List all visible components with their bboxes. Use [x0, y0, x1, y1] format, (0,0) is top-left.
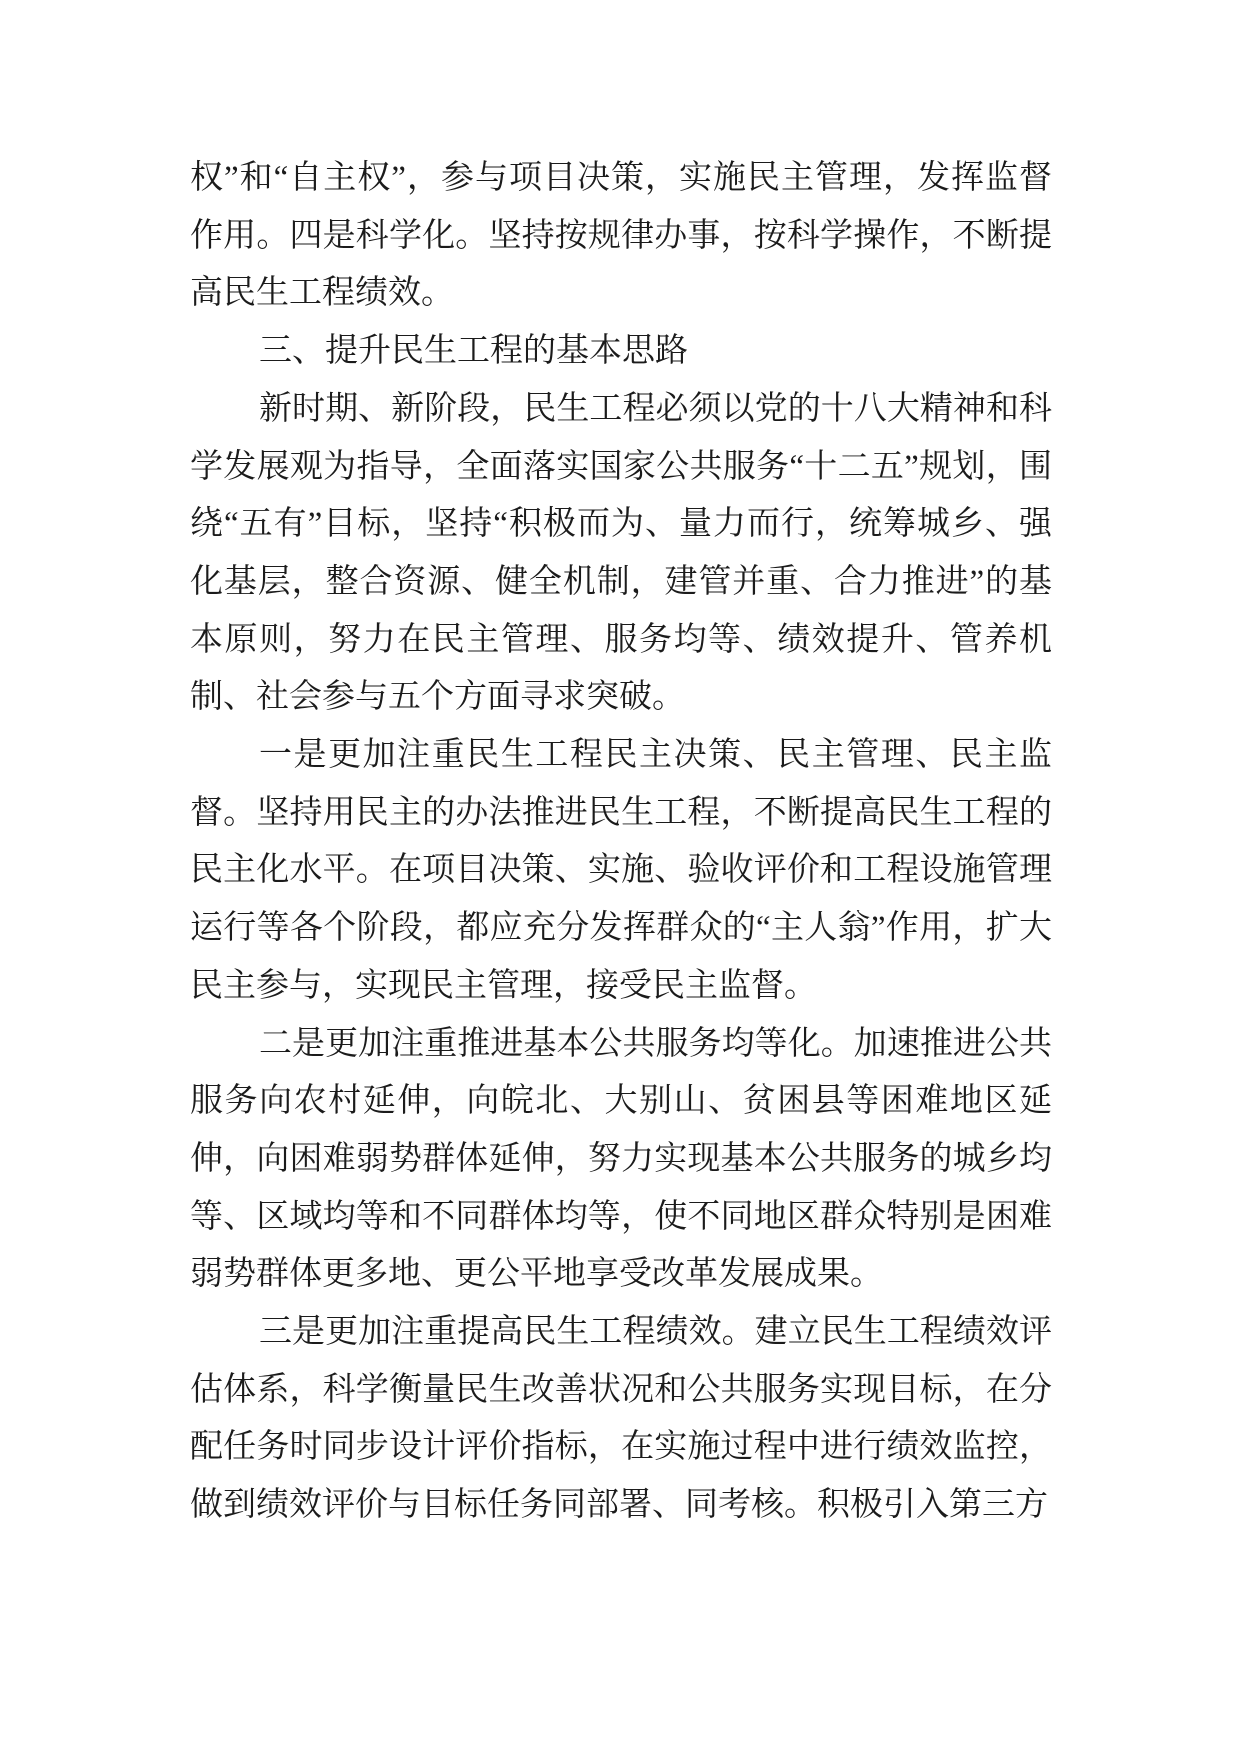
page-body	[190, 150, 1052, 1535]
paragraph-6: 三是更加注重提高民生工程绩效。建立民生工程绩效评估体系，科学衡量民生改善状况和公共服务实现目标，在分配任务时同步设计评价指标，在实施过程中进行绩效监控，做到绩效评价与目标任务同部署、同考核。积极引入第三方	[190, 1314, 1052, 1524]
paragraph-2: 三、提升民生工程的基本思路	[259, 333, 688, 370]
paragraph-5: 二是更加注重推进基本公共服务均等化。加速推进公共服务向农村延伸，向皖北、大别山、贫困县等困难地区延伸，向困难弱势群体延伸，努力实现基本公共服务的城乡均等、区域均等和不同群体均等，使不同地区群众特别是困难弱势群体更多地、更公平地享受改革发展成果。	[190, 1025, 1052, 1293]
paragraph-3: 新时期、新阶段，民生工程必须以党的十八大精神和科学发展观为指导，全面落实国家公共服务“十二五”规划，围绕“五有”目标，坚持“积极而为、量力而行，统筹城乡、强化基层，整合资源、健全机制，建管并重、合力推进”的基本原则，努力在民主管理、服务均等、绩效提升、管养机制、社会参与五个方面寻求突破。	[190, 390, 1052, 716]
paragraph-4: 一是更加注重民生工程民主决策、民主管理、民主监督。坚持用民主的办法推进民生工程，不断提高民生工程的民主化水平。在项目决策、实施、验收评价和工程设施管理运行等各个阶段，都应充分发挥群众的“主人翁”作用，扩大民主参与，实现民主管理，接受民主监督。	[190, 737, 1052, 1004]
paragraph-1: 权”和“自主权”，参与项目决策，实施民主管理，发挥监督作用。四是科学化。坚持按规律办事，按科学操作，不断提高民生工程绩效。	[190, 160, 1052, 312]
